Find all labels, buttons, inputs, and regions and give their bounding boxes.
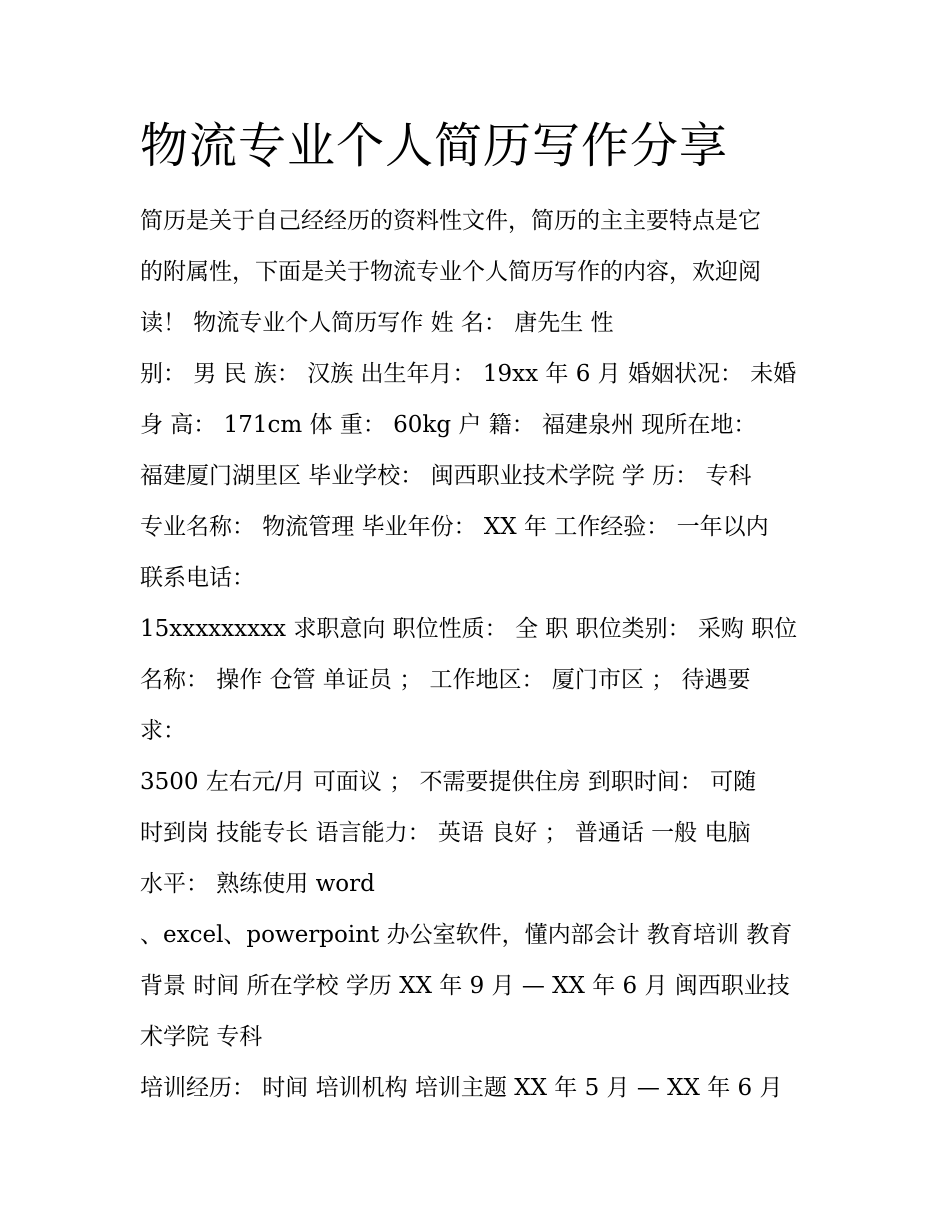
body-line: 读！ 物流专业个人简历写作 姓 名： 唐先生 性: [140, 310, 614, 336]
body-line: 联系电话：: [140, 565, 255, 591]
body-line: 15xxxxxxxxx 求职意向 职位性质： 全 职 职位类别： 采购 职位: [140, 616, 798, 642]
document-title: 物流专业个人简历写作分享: [140, 118, 729, 174]
body-line: 时到岗 技能专长 语言能力： 英语 良好 ； 普通话 一般 电脑: [140, 820, 751, 846]
body-line: 专业名称： 物流管理 毕业年份： XX 年 工作经验： 一年以内: [140, 514, 769, 540]
body-line: 福建厦门湖里区 毕业学校： 闽西职业技术学院 学 历： 专科: [140, 463, 752, 489]
body-line: 水平： 熟练使用 word: [140, 871, 375, 897]
body-line: 背景 时间 所在学校 学历 XX 年 9 月 — XX 年 6 月 闽西职业技: [140, 973, 790, 999]
body-line: 3500 左右元/月 可面议 ； 不需要提供住房 到职时间： 可随: [140, 769, 757, 795]
body-line: 别： 男 民 族： 汉族 出生年月： 19xx 年 6 月 婚姻状况： 未婚: [140, 361, 797, 387]
body-line: 求：: [140, 718, 186, 744]
body-line: 培训经历： 时间 培训机构 培训主题 XX 年 5 月 — XX 年 6 月: [140, 1075, 783, 1101]
document-body: [140, 196, 820, 1114]
body-line: 身 高： 171cm 体 重： 60kg 户 籍： 福建泉州 现所在地：: [140, 412, 757, 438]
body-line: 简历是关于自己经经历的资料性文件，简历的主主要特点是它: [140, 208, 761, 234]
body-line: 术学院 专科: [140, 1024, 263, 1050]
body-line: 、excel、powerpoint 办公室软件，懂内部会计 教育培训 教育: [140, 922, 793, 948]
body-line: 的附属性，下面是关于物流专业个人简历写作的内容，欢迎阅: [140, 259, 761, 285]
body-line: 名称： 操作 仓管 单证员 ； 工作地区： 厦门市区 ； 待遇要: [140, 667, 751, 693]
